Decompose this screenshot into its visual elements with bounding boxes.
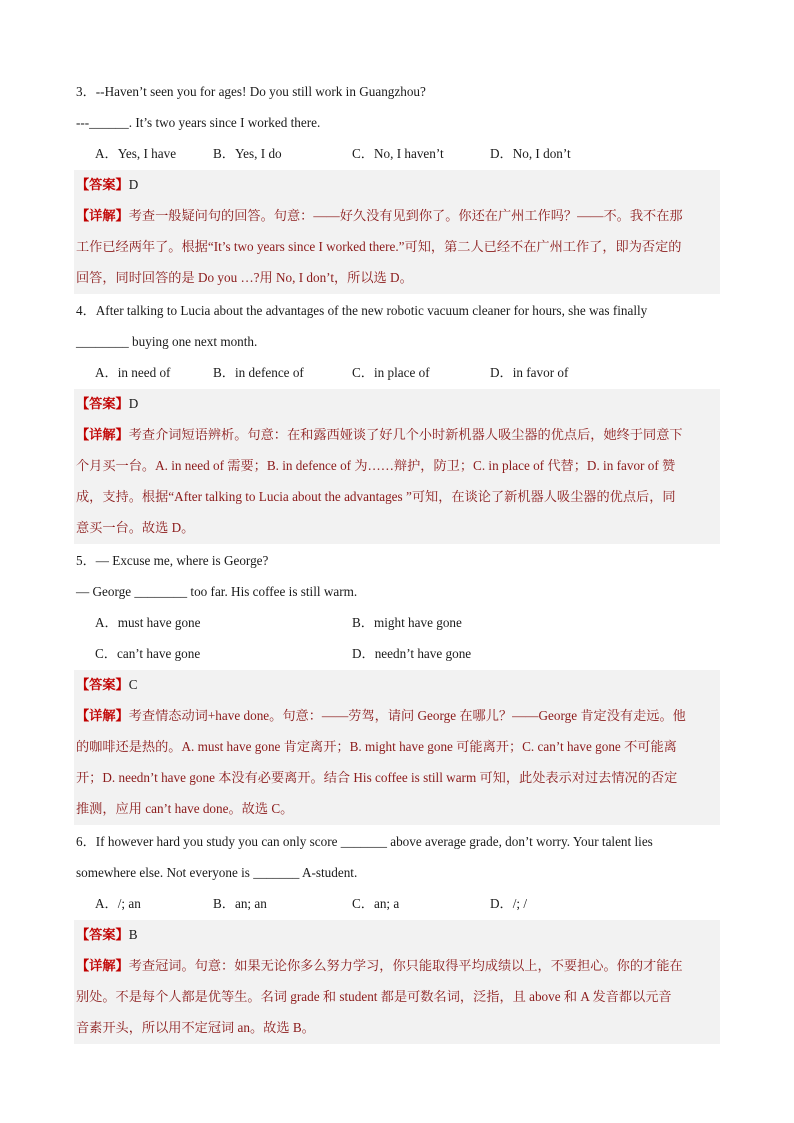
- explain-line: 别处。不是每个人都是优等生。名词 grade 和 student 都是可数名词，泛指，且 above 和 A 发音都以元音: [76, 989, 672, 1004]
- answer-label: 【答案】: [76, 396, 129, 411]
- question-stem-line: 5．— Excuse me, where is George?: [76, 553, 269, 568]
- answer-value: B: [128, 927, 138, 942]
- explain-line: 意买一台。故选 D。: [76, 520, 195, 535]
- answer-line: [76, 919, 718, 950]
- option-b: B．an; an: [213, 896, 267, 911]
- explain-text: 考查一般疑问句的回答。句意：——好久没有见到你了。你还在广州工作吗？——不。我不在那: [128, 208, 683, 223]
- option-a: A．must have gone: [95, 615, 201, 630]
- explain-line: 推测，应用 can’t have done。故选 C。: [76, 801, 294, 816]
- option-d: D．in favor of: [490, 365, 569, 380]
- explain-label: 【详解】: [76, 208, 129, 223]
- answer-line: [76, 388, 718, 419]
- explain-text: 考查介词短语辨析。句意：在和露西娅谈了好几个小时新机器人吸尘器的优点后，她终于同意下: [128, 427, 683, 442]
- explain-line: 成，支持。根据“After talking to Lucia about the advantages ”可知，在谈论了新机器人吸尘器的优点后，同: [76, 489, 676, 504]
- option-c: C．No, I haven’t: [352, 146, 444, 161]
- explain-line: [76, 200, 718, 231]
- question-stem-line: ---______. It’s two years since I worked there.: [76, 115, 321, 130]
- option-a: A．in need of: [95, 365, 171, 380]
- option-d: D．/; /: [490, 896, 527, 911]
- answer-label: 【答案】: [76, 177, 129, 192]
- explain-line: 个月买一台。A. in need of 需要；B. in defence of 为……辩护，防卫；C. in place of 代替；D. in favor of 赞: [76, 458, 676, 473]
- option-a: A．Yes, I have: [95, 146, 177, 161]
- option-d: D．needn’t have gone: [352, 646, 472, 661]
- option-c: C．an; a: [352, 896, 400, 911]
- question-stem-line: 3．--Haven’t seen you for ages! Do you still work in Guangzhou?: [76, 84, 426, 99]
- option-d: D．No, I don’t: [490, 146, 571, 161]
- question-stem-line: somewhere else. Not everyone is _______ A-student.: [76, 865, 358, 880]
- answer-line: [76, 669, 718, 700]
- option-c: C．can’t have gone: [95, 646, 201, 661]
- question-stem-line: 4．After talking to Lucia about the advantages of the new robotic vacuum cleaner for hours, she was finally: [76, 303, 648, 318]
- explain-line: 的咖啡还是热的。A. must have gone 肯定离开；B. might have gone 可能离开；C. can’t have gone 不可能离: [76, 739, 677, 754]
- answer-value: D: [128, 177, 139, 192]
- explain-label: 【详解】: [76, 708, 129, 723]
- explain-text: 考查情态动词+have done。句意：——劳驾，请问 George 在哪儿？——George 肯定没有走远。他: [128, 708, 686, 723]
- explain-line: [76, 950, 718, 981]
- answer-label: 【答案】: [76, 927, 129, 942]
- explain-line: 回答，同时回答的是 Do you …?用 No, I don’t，所以选 D。: [76, 270, 413, 285]
- explain-line: [76, 419, 718, 450]
- answer-value: C: [128, 677, 138, 692]
- question-stem-line: — George ________ too far. His coffee is still warm.: [76, 584, 358, 599]
- answer-value: D: [128, 396, 139, 411]
- answer-label: 【答案】: [76, 677, 129, 692]
- explain-line: [76, 700, 718, 731]
- question-stem-line: ________ buying one next month.: [76, 334, 258, 349]
- explain-line: 开；D. needn’t have gone 本没有必要离开。结合 His coffee is still warm 可知，此处表示对过去情况的否定: [76, 770, 678, 785]
- option-c: C．in place of: [352, 365, 430, 380]
- option-b: B．might have gone: [352, 615, 462, 630]
- explain-text: 考查冠词。句意：如果无论你多么努力学习，你只能取得平均成绩以上，不要担心。你的才能在: [128, 958, 683, 973]
- explain-label: 【详解】: [76, 427, 129, 442]
- explain-line: 音素开头，所以用不定冠词 an。故选 B。: [76, 1020, 315, 1035]
- option-a: A．/; an: [95, 896, 141, 911]
- question-stem-line: 6．If however hard you study you can only score _______ above average grade, don’t worry. Your talent lies: [76, 834, 653, 849]
- answer-line: [76, 169, 718, 200]
- option-b: B．in defence of: [213, 365, 304, 380]
- explain-label: 【详解】: [76, 958, 129, 973]
- option-b: B．Yes, I do: [213, 146, 282, 161]
- explain-line: 工作已经两年了。根据“It’s two years since I worked there.”可知，第二人已经不在广州工作了，即为否定的: [76, 239, 682, 254]
